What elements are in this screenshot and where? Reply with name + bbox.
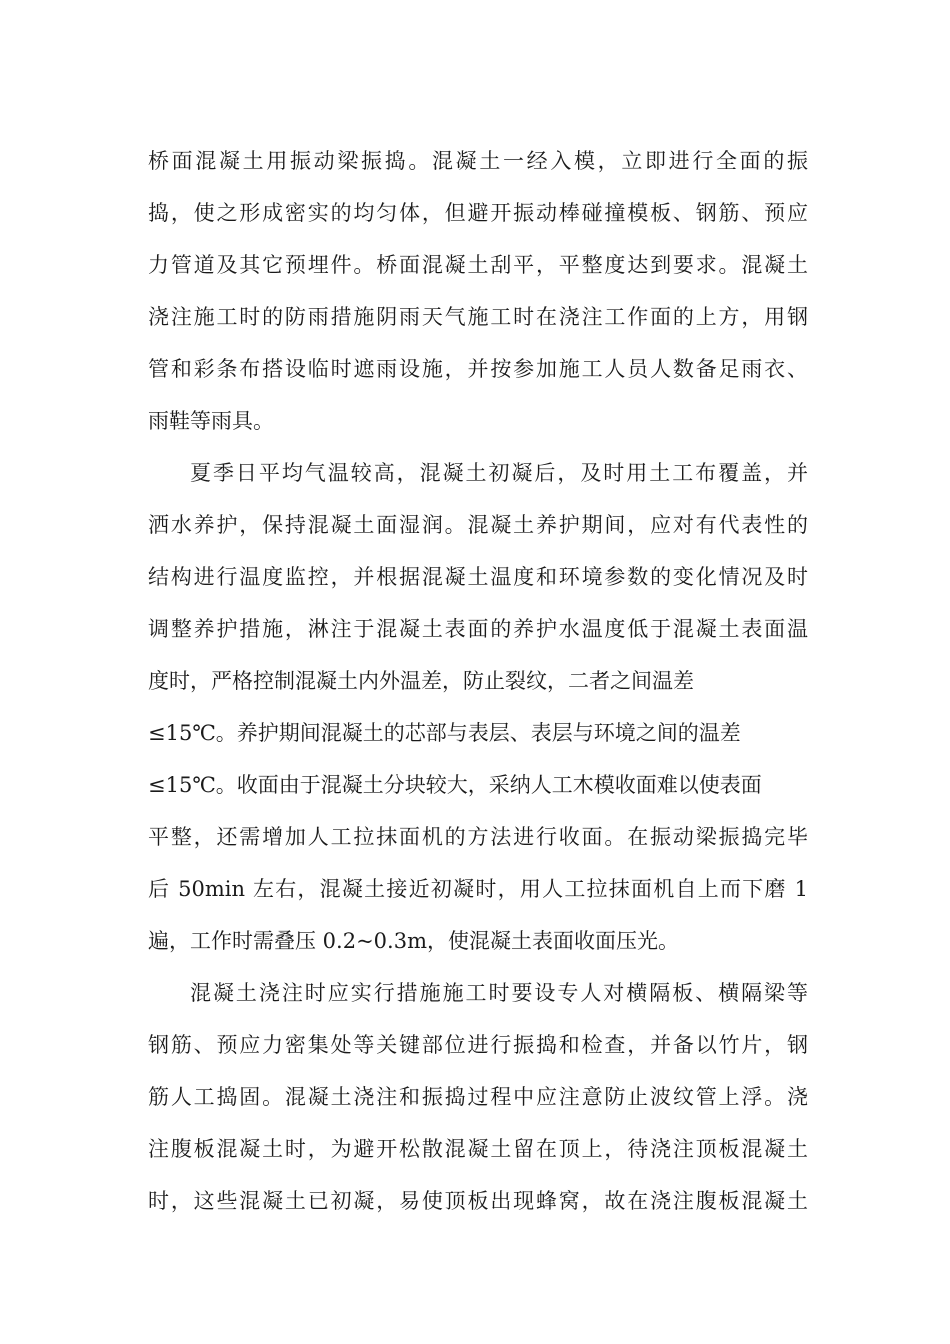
paragraph-3-line-5: 时，这些混凝土已初凝，易使顶板出现蜂窝，故在浇注腹板混凝土 xyxy=(148,1189,808,1213)
paragraph-3-line-3: 筋人工捣固。混凝土浇注和振捣过程中应注意防止波纹管上浮。浇 xyxy=(148,1085,808,1109)
paragraph-2-line-5: 度时，严格控制混凝土内外温差，防止裂纹，二者之间温差 xyxy=(148,669,694,693)
paragraph-1-line-6: 雨鞋等雨具。 xyxy=(148,409,274,433)
paragraph-2-line-10: 遍，工作时需叠压 0.2~0.3m，使混凝土表面收面压光。 xyxy=(148,929,679,953)
paragraph-1-line-3: 力管道及其它预埋件。桥面混凝土刮平，平整度达到要求。混凝土 xyxy=(148,253,808,277)
paragraph-3-line-2: 钢筋、预应力密集处等关键部位进行振捣和检查，并备以竹片，钢 xyxy=(148,1033,808,1057)
paragraph-1-line-4: 浇注施工时的防雨措施阴雨天气施工时在浇注工作面的上方，用钢 xyxy=(148,305,808,329)
paragraph-2-line-8: 平整，还需增加人工拉抹面机的方法进行收面。在振动梁振捣完毕 xyxy=(148,825,808,849)
paragraph-2-line-6: ≤15℃。养护期间混凝土的芯部与表层、表层与环境之间的温差 xyxy=(148,721,741,745)
paragraph-2-line-2: 洒水养护，保持混凝土面湿润。混凝土养护期间，应对有代表性的 xyxy=(148,513,808,537)
paragraph-2-line-7: ≤15℃。收面由于混凝土分块较大，采纳人工木模收面难以使表面 xyxy=(148,773,762,797)
paragraph-2-line-9: 后 50min 左右，混凝土接近初凝时，用人工拉抹面机自上而下磨 1 xyxy=(148,877,808,901)
paragraph-1-line-2: 捣，使之形成密实的均匀体，但避开振动棒碰撞模板、钢筋、预应 xyxy=(148,201,808,225)
paragraph-1-line-5: 管和彩条布搭设临时遮雨设施，并按参加施工人员人数备足雨衣、 xyxy=(148,357,808,381)
paragraph-2-line-3: 结构进行温度监控，并根据混凝土温度和环境参数的变化情况及时 xyxy=(148,565,808,589)
paragraph-3-line-4: 注腹板混凝土时，为避开松散混凝土留在顶上，待浇注顶板混凝土 xyxy=(148,1137,808,1161)
paragraph-3-line-1: 混凝土浇注时应实行措施施工时要设专人对横隔板、横隔梁等 xyxy=(190,981,808,1005)
paragraph-2-line-4: 调整养护措施，淋注于混凝土表面的养护水温度低于混凝土表面温 xyxy=(148,617,808,641)
paragraph-2-line-1: 夏季日平均气温较高，混凝土初凝后，及时用土工布覆盖，并 xyxy=(190,461,808,485)
paragraph-1-line-1: 桥面混凝土用振动梁振捣。混凝土一经入模，立即进行全面的振 xyxy=(148,149,808,173)
